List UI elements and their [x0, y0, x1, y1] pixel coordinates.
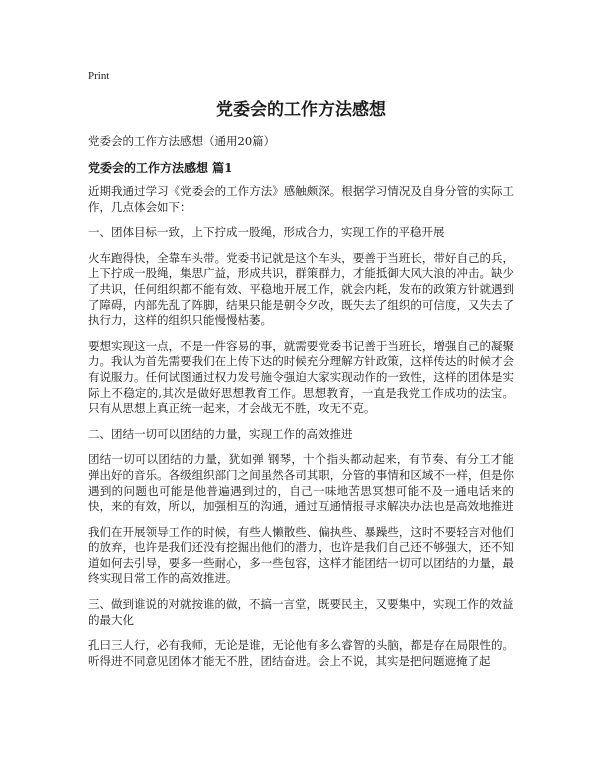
- heading-one: 一、团体目标一致，上下拧成一股绳，形成合力，实现工作的平稳开展: [88, 225, 445, 240]
- paragraph: 我们在开展领导工作的时候，有些人懒散些、偏执些、暴躁些，这时不要轻言对他们的放弃，也许是我们还没有挖掘出他们的潜力，也许是我们自己还不够强大，还不知道如何去引导，要多一些耐心，多一些包容，这样才能团结一切可以团结的力量，最终实现日常工作的高效推进。: [88, 524, 514, 586]
- print-link[interactable]: Print: [88, 70, 110, 82]
- paragraph: 要想实现这一点，不是一件容易的事，就需要党委书记善于当班长，增强自己的凝聚力。我认为首先需要我们在上传下达的时候充分理解方针政策，这样传达的时候才会有说服力。任何试图通过权力发号施令强迫大家实现动作的一致性，这样的团体是实际上不稳定的,其次是做好思想教育工作。思想教育，一直是我党工作成功的法宝。只有从思想上真正统一起来，才会战无不胜，攻无不克。: [88, 338, 514, 416]
- paragraph: 火车跑得快，全靠车头带。党委书记就是这个车头，要善于当班长，带好自己的兵，上下拧成一股绳，集思广益，形成共识，群策群力，才能抵御大风大浪的冲击。缺少了共识，任何组织都不能有效、平稳地开展工作，就会内耗，发布的政策方针就遇到了障碍，内部先乱了阵脚，结果只能是朝令夕改，既失去了组织的可信度，又失去了执行力，这样的组织只能慢慢枯萎。: [88, 250, 514, 328]
- paragraph: 孔曰三人行，必有我师，无论是谁，无论他有多么睿智的头脑，都是存在局限性的。听得进不同意见团体才能无不胜，团结奋进。会上不说，其实是把问题遮掩了起: [88, 638, 514, 668]
- paragraph: 团结一切可以团结的力量，犹如弹 钢琴，十个指头都动起来，有节奏、有分工才能弹出好的音乐。各级组织部门之间虽然各司其职，分管的事情和区域不一样，但是你遇到的问题也可能是他普遍遇到过的，自己一味地苦思冥想可能不及一通电话来的快，来的有效，所以，加强相互的沟通，通过互通情报寻求解决办法也是高效地推进: [88, 452, 514, 514]
- section-title: 党委会的工作方法感想 篇1: [88, 161, 233, 175]
- subtitle: 党委会的工作方法感想（通用20篇）: [88, 134, 276, 148]
- heading-two: 二、团结一切可以团结的力量，实现工作的高效推进: [88, 426, 353, 441]
- page-title: 党委会的工作方法感想: [216, 100, 386, 120]
- heading-three: 三、做到谁说的对就按谁的做，不搞一言堂，既要民主，又要集中，实现工作的效益的最大化: [88, 597, 514, 627]
- paragraph-intro: 近期我通过学习《党委会的工作方法》感触颇深。根据学习情况及自身分管的实际工作，几点体会如下：: [88, 184, 514, 214]
- article-body: [88, 184, 514, 679]
